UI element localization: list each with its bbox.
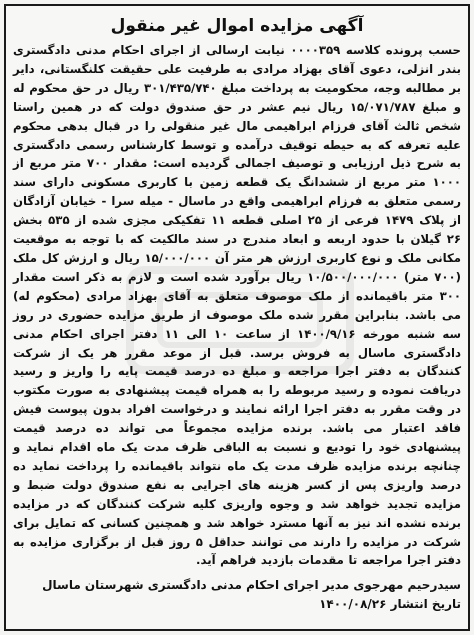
publish-date: تاریخ انتشار ۱۴۰۰/۰۸/۲۶ xyxy=(319,597,461,612)
notice-body: حسب پرونده کلاسه ۰۰۰۰۳۵۹ نیابت ارسالی از اجرای احکام مدنی دادگستری بندر انزلی، دعوی آقای بهزاد مرادی به طرفیت علی حقیقت کلنگستانی، دایر بر مطالبه وجه، محکومیت به پرداخت مبلغ ۳۰۱/۴۳۵/۷۴۰ ریال در حق محکوم له و مبلغ ۱۵/۰۷۱/۷۸۷ ریال نیم عشر در حق صندوق دولت که در همین راستا شخص ثالث آقای فرزام ابراهیمی مال غیر منقولی را در قبال بدهی محکوم علیه تعرفه که به حیطه توقیف درآمده و توسط کارشناس رسمی دادگستری به شرح ذیل ارزیابی و توصیف اجمالی گردیده است: مقدار ۷۰۰ متر مربع از ۱۰۰۰ متر مربع از ششدانگ یک قطعه زمین با کاربری مسکونی دارای سند رسمی متعلق به فرزام ابراهیمی واقع در ماسال - میله سرا - خیابان آزادگان از پلاک ۱۴۷۹ فرعی از ۲۵ اصلی قطعه ۱۱ تفکیکی مجزی شده از ۵۳۵ بخش ۲۶ گیلان با حدود اربعه و ابعاد مندرج در سند مالکیت که با توجه به موقعیت مکانی ملک و نوع کاربری ارزش هر متر آن ۱۵/۰۰۰/۰۰۰ ریال و ارزش کل ملک (۷۰۰ متر) ۱۰/۵۰۰/۰۰۰/۰۰۰ ریال برآورد شده است و لازم به ذکر است مقدار ۳۰۰ متر باقیمانده از ملک موصوف متعلق به آقای بهزاد مرادی (محکوم له) می باشد. بنابراین مقرر شده ملک موصوف از طریق مزایده حضوری در روز سه شنبه مورخه ۱۴۰۰/۹/۱۶ از ساعت ۱۰ الی ۱۱ دفتر اجرای احکام مدنی دادگستری ماسال به فروش برسد. قبل از موعد مقرر هر یک از شرکت کنندگان به دفتر اجرا مراجعه و مبلغ ده درصد قیمت پایه را واریز و رسید دریافت نموده و رسید مربوطه را به همراه قیمت پیشنهادی به صورت مکتوب در وقت مقرر به دفتر اجرا ارائه نمایند و درخواست افراد بدون پیوست فیش فاقد اعتبار می باشد. برنده مزایده مجموعاً می تواند ده درصد قیمت پیشنهادی خود را تودیع و نسبت به الباقی ظرف مدت یک ماه اقدام نماید و چنانچه برنده مزایده ظرف مدت یک ماه نتواند باقیمانده را پرداخت نماید ده درصد واریزی پس از کسر هزینه های اجرایی به نفع صندوق دولت ضبط و مزایده تجدید خواهد شد و وجوه واریزی کلیه شرکت کنندگان که در مزایده برنده نشده اند نیز به آنها مسترد خواهد شد و همچنین کسانی که تمایل برای شرکت در مزایده را دارند می توانند حداقل ۵ روز قبل از برگزاری مزایده به دفتر اجرا مراجعه تا مقدمات بازدید فراهم آید. xyxy=(13,43,462,568)
notice-frame xyxy=(4,4,470,631)
notice-title: آگهی مزایده اموال غیر منقول xyxy=(110,16,364,36)
notice-content xyxy=(13,13,461,622)
notice-signature: سیدرحیم مهرجوی مدیر اجرای احکام مدنی دادگستری شهرستان ماسال xyxy=(42,578,461,593)
